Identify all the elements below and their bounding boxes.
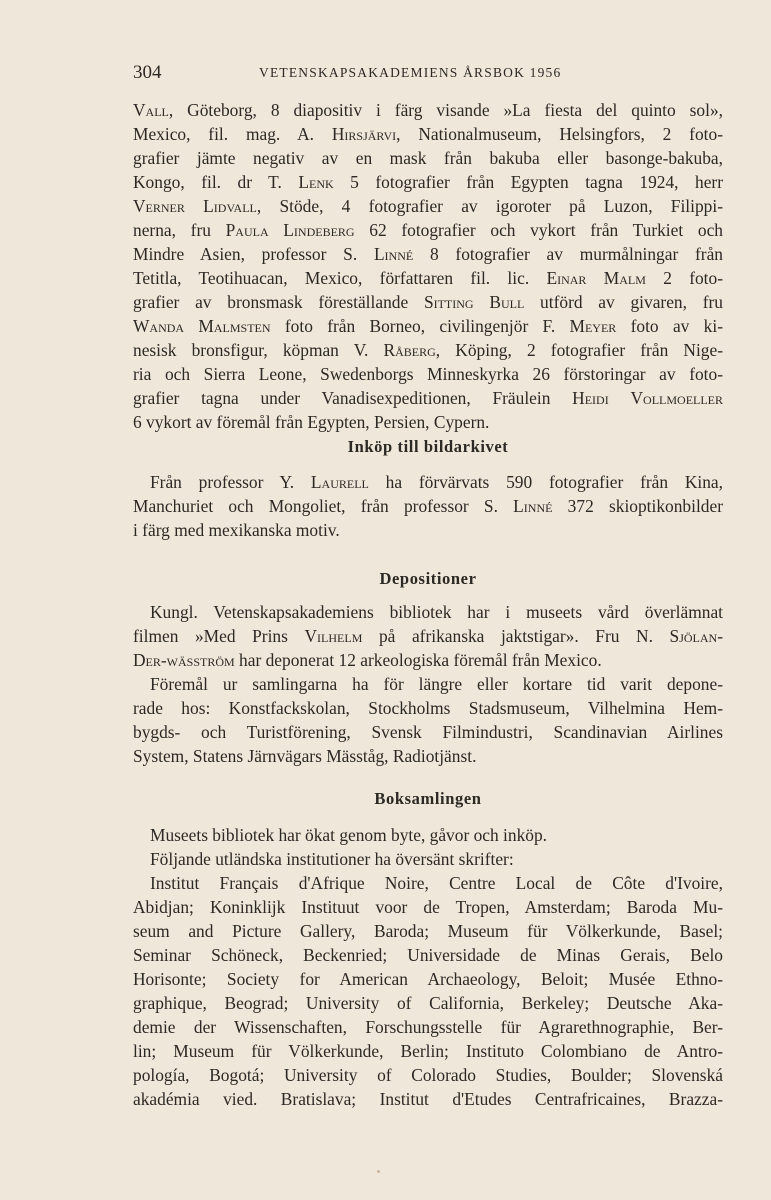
text-line: Horisonte; Society for American Archaeology, Beloit; Musée Ethno-	[133, 969, 723, 989]
text-line: i färg med mexikanska motiv.	[133, 520, 340, 540]
text-line: Vall, Göteborg, 8 diapositiv i färg visande »La fiesta del quinto sol»,	[133, 100, 723, 120]
text-line: Kungl. Vetenskapsakademiens bibliotek har i museets vård överlämnat	[150, 602, 723, 622]
text-line: nesisk bronsfigur, köpman V. Råberg, Köping, 2 fotografier från Nige-	[133, 340, 723, 360]
page-number: 304	[133, 62, 162, 83]
section-paragraph	[133, 470, 723, 542]
text-line: Der-wäsström har deponerat 12 arkeologiska föremål från Mexico.	[133, 650, 602, 670]
text-line: grafier av bronsmask föreställande Sitting Bull utförd av givaren, fru	[133, 292, 723, 312]
text-line: seum and Picture Gallery, Baroda; Museum für Völkerkunde, Basel;	[133, 921, 723, 941]
section-paragraph	[133, 823, 723, 1111]
text-line: System, Statens Järnvägars Mäsståg, Radiotjänst.	[133, 746, 477, 766]
text-line: rade hos: Konstfackskolan, Stockholms Stadsmuseum, Vilhelmina Hem-	[133, 698, 723, 718]
section-heading: Boksamlingen	[374, 789, 482, 808]
text-line: Museets bibliotek har ökat genom byte, gåvor och inköp.	[150, 825, 548, 845]
text-line: Institut Français d'Afrique Noire, Centre Local de Côte d'Ivoire,	[150, 873, 723, 893]
text-line: Föremål ur samlingarna ha för längre eller kortare tid varit depone-	[150, 674, 723, 694]
text-line: filmen »Med Prins Vilhelm på afrikanska jaktstigar». Fru N. Sjölan-	[133, 626, 723, 646]
text-line: Verner Lidvall, Stöde, 4 fotografier av igoroter på Luzon, Filippi-	[133, 196, 723, 216]
text-line: akadémia vied. Bratislava; Institut d'Etudes Centrafricaines, Brazza-	[133, 1089, 723, 1109]
text-line: grafier jämte negativ av en mask från bakuba eller basonge-bakuba,	[133, 148, 723, 168]
section-heading: Inköp till bildarkivet	[347, 437, 509, 456]
text-line: Abidjan; Koninklijk Instituut voor de Tropen, Amsterdam; Baroda Mu-	[133, 897, 723, 917]
running-title: VETENSKAPSAKADEMIENS ÅRSBOK 1956	[259, 65, 562, 80]
paper-speck	[377, 1170, 380, 1173]
text-line: ria och Sierra Leone, Swedenborgs Minneskyrka 26 förstoringar av foto-	[133, 364, 723, 384]
text-line: Seminar Schöneck, Beckenried; Universidade de Minas Gerais, Belo	[133, 945, 723, 965]
running-header	[133, 62, 723, 86]
text-line: Kongo, fil. dr T. Lenk 5 fotografier från Egypten tagna 1924, herr	[133, 172, 724, 192]
intro-paragraph	[133, 98, 723, 434]
text-line: Mindre Asien, professor S. Linné 8 fotografier av murmålningar från	[133, 244, 723, 264]
text-line: Manchuriet och Mongoliet, från professor S. Linné 372 skioptikonbilder	[133, 496, 723, 516]
text-line: demie der Wissenschaften, Forschungsstelle für Agrarethnographie, Ber-	[133, 1017, 723, 1037]
text-line: Mexico, fil. mag. A. Hirsjärvi, Nationalmuseum, Helsingfors, 2 foto-	[133, 124, 723, 144]
text-line: Följande utländska institutioner ha översänt skrifter:	[150, 849, 514, 869]
text-line: grafier tagna under Vanadisexpeditionen, Fräulein Heidi Vollmoeller	[133, 388, 724, 408]
text-line: nerna, fru Paula Lindeberg 62 fotografier och vykort från Turkiet och	[133, 220, 723, 240]
text-line: bygds- och Turistförening, Svensk Filmindustri, Scandinavian Airlines	[133, 722, 723, 742]
text-line: Wanda Malmsten foto från Borneo, civilingenjör F. Meyer foto av ki-	[133, 316, 723, 336]
text-line: Tetitla, Teotihuacan, Mexico, författaren fil. lic. Einar Malm 2 foto-	[133, 268, 723, 288]
text-line: 6 vykort av föremål från Egypten, Persien, Cypern.	[133, 412, 490, 432]
text-line: lin; Museum für Völkerkunde, Berlin; Instituto Colombiano de Antro-	[133, 1041, 723, 1061]
section-heading: Depositioner	[379, 569, 477, 588]
text-line: Från professor Y. Laurell ha förvärvats 590 fotografier från Kina,	[150, 472, 723, 492]
section-paragraph	[133, 600, 723, 768]
text-line: graphique, Beograd; University of California, Berkeley; Deutsche Aka-	[133, 993, 723, 1013]
text-line: pología, Bogotá; University of Colorado Studies, Boulder; Slovenská	[133, 1065, 723, 1085]
